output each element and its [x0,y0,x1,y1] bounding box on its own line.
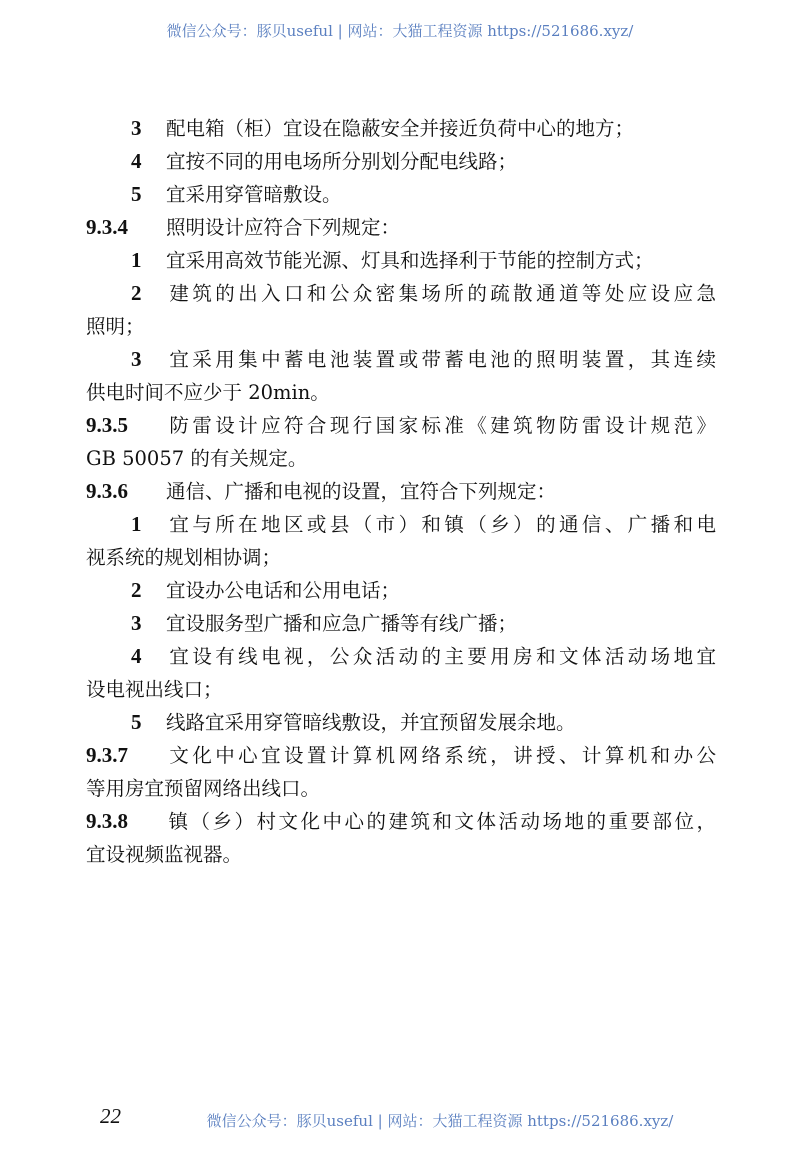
text-line [86,673,716,706]
line-text: 照明； [86,315,145,338]
clause-number: 9.3.6 [86,479,128,503]
item-number: 3 [131,116,142,140]
text-line [86,706,716,739]
text-line [86,409,716,442]
line-text: 宜采用高效节能光源、灯具和选择利于节能的控制方式； [166,249,654,272]
clause-number: 9.3.5 [86,413,128,437]
text-line [86,508,716,541]
list-item [86,244,716,277]
text-line [86,475,716,508]
list-item [86,508,716,574]
item-number: 5 [131,710,142,734]
text-line [86,376,716,409]
line-text: 镇（乡）村文化中心的建筑和文体活动场地的重要部位， [166,810,716,833]
clause-paragraph [86,475,716,508]
watermark-header: 微信公众号：豚贝useful | 网站：大猫工程资源 https://521686.xyz/ [166,22,634,40]
item-number: 1 [131,512,142,536]
item-number: 1 [131,248,142,272]
line-text: 宜设办公电话和公用电话； [166,579,401,602]
line-text: 宜设有线电视，公众活动的主要用房和文体活动场地宜 [166,645,716,668]
line-text: 配电箱（柜）宜设在隐蔽安全并接近负荷中心的地方； [166,117,635,140]
clause-number: 9.3.7 [86,743,128,767]
line-text: 线路宜采用穿管暗线敷设，并宜预留发展余地。 [166,711,576,734]
text-line [86,145,716,178]
text-line [86,310,716,343]
line-text: GB 50057 的有关规定。 [86,447,308,470]
text-line [86,277,716,310]
line-text: 照明设计应符合下列规定： [166,216,401,239]
line-text: 建筑的出入口和公众密集场所的疏散通道等处应设应急 [166,282,716,305]
clause-paragraph [86,409,716,475]
line-text: 宜与所在地区或县（市）和镇（乡）的通信、广播和电 [166,513,716,536]
line-text: 供电时间不应少于 20min。 [86,381,330,404]
text-line [86,607,716,640]
clause-paragraph [86,805,716,871]
text-line [86,211,716,244]
list-item [86,343,716,409]
list-item [86,178,716,211]
page-number: 22 [100,1104,121,1128]
item-number: 5 [131,182,142,206]
text-line [86,805,716,838]
item-number: 4 [131,644,142,668]
list-item [86,706,716,739]
list-item [86,574,716,607]
line-text: 通信、广播和电视的设置，宜符合下列规定： [166,480,557,503]
text-line [86,343,716,376]
line-text: 防雷设计应符合现行国家标准《建筑物防雷设计规范》 [166,414,716,437]
item-number: 3 [131,347,142,371]
line-text: 视系统的规划相协调； [86,546,282,569]
watermark-footer: 微信公众号：豚贝useful | 网站：大猫工程资源 https://521686.xyz/ [206,1112,674,1130]
list-item [86,145,716,178]
text-line [86,442,716,475]
item-number: 4 [131,149,142,173]
item-number: 3 [131,611,142,635]
list-item [86,277,716,343]
line-text: 设电视出线口； [86,678,223,701]
line-text: 宜采用穿管暗敷设。 [166,183,342,206]
clause-paragraph [86,211,716,244]
text-line [86,772,716,805]
clause-paragraph [86,739,716,805]
text-line [86,112,716,145]
document-body [86,112,716,871]
item-number: 2 [131,578,142,602]
text-line [86,739,716,772]
list-item [86,112,716,145]
text-line [86,574,716,607]
line-text: 等用房宜预留网络出线口。 [86,777,321,800]
text-line [86,244,716,277]
clause-number: 9.3.4 [86,215,128,239]
text-line [86,838,716,871]
text-line [86,640,716,673]
text-line [86,178,716,211]
line-text: 宜按不同的用电场所分别划分配电线路； [166,150,518,173]
list-item [86,607,716,640]
item-number: 2 [131,281,142,305]
text-line [86,541,716,574]
line-text: 文化中心宜设置计算机网络系统，讲授、计算机和办公 [166,744,716,767]
line-text: 宜设服务型广播和应急广播等有线广播； [166,612,518,635]
line-text: 宜采用集中蓄电池装置或带蓄电池的照明装置，其连续 [166,348,716,371]
line-text: 宜设视频监视器。 [86,843,243,866]
clause-number: 9.3.8 [86,809,128,833]
list-item [86,640,716,706]
